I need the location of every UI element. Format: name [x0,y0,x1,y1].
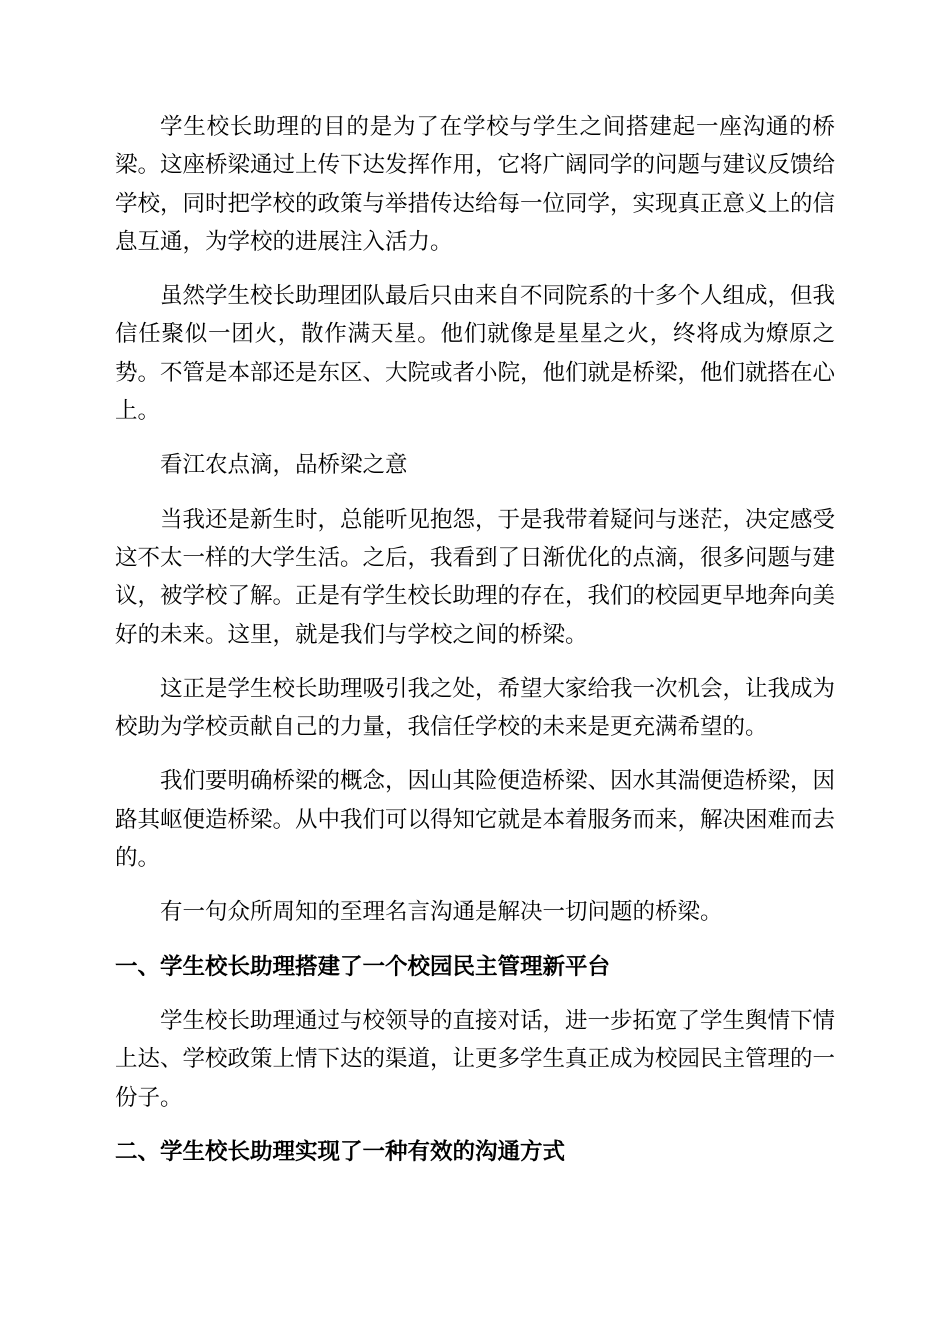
paragraph-quote: 有一句众所周知的至理名言沟通是解决一切问题的桥梁。 [160,899,723,926]
paragraph-bridge-purpose: 学生校长助理的目的是为了在学校与学生之间搭建起一座沟通的桥梁。这座桥梁通过上传下达发挥作用，它将广阔同学的问题与建议反馈给学校，同时把学校的政策与举措传达给每一位同学，实现真正意义上的信息互通，为学校的进展注入活力。 [115,114,836,255]
paragraph-bridge-concept: 我们要明确桥梁的概念，因山其险便造桥梁、因水其湍便造桥梁，因路其岖便造桥梁。从中我们可以得知它就是本着服务而来，解决困难而去的。 [115,768,836,872]
paragraph-subtitle: 看江农点滴，品桥梁之意 [160,452,408,479]
section-heading-2: 二、学生校长助理实现了一种有效的沟通方式 [115,1138,566,1165]
paragraph-freshman-experience: 当我还是新生时，总能听见抱怨，于是我带着疑问与迷茫，决定感受这不太一样的大学生活。之后，我看到了日渐优化的点滴，很多问题与建议，被学校了解。正是有学生校长助理的存在，我们的校园更早地奔向美好的未来。这里，就是我们与学校之间的桥梁。 [115,506,836,648]
paragraph-motivation: 这正是学生校长助理吸引我之处，希望大家给我一次机会，让我成为校助为学校贡献自己的力量，我信任学校的未来是更充满希望的。 [115,675,836,741]
section-heading-1: 一、学生校长助理搭建了一个校园民主管理新平台 [115,953,611,980]
document-page [115,108,835,1187]
paragraph-section1-body: 学生校长助理通过与校领导的直接对话，进一步拓宽了学生舆情下情上达、学校政策上情下达的渠道，让更多学生真正成为校园民主管理的一份子。 [115,1007,836,1111]
paragraph-team-composition: 虽然学生校长助理团队最后只由来自不同院系的十多个人组成，但我信任聚似一团火，散作满天星。他们就像是星星之火，终将成为燎原之势。不管是本部还是东区、大院或者小院，他们就是桥梁，他们就搭在心上。 [115,283,836,425]
